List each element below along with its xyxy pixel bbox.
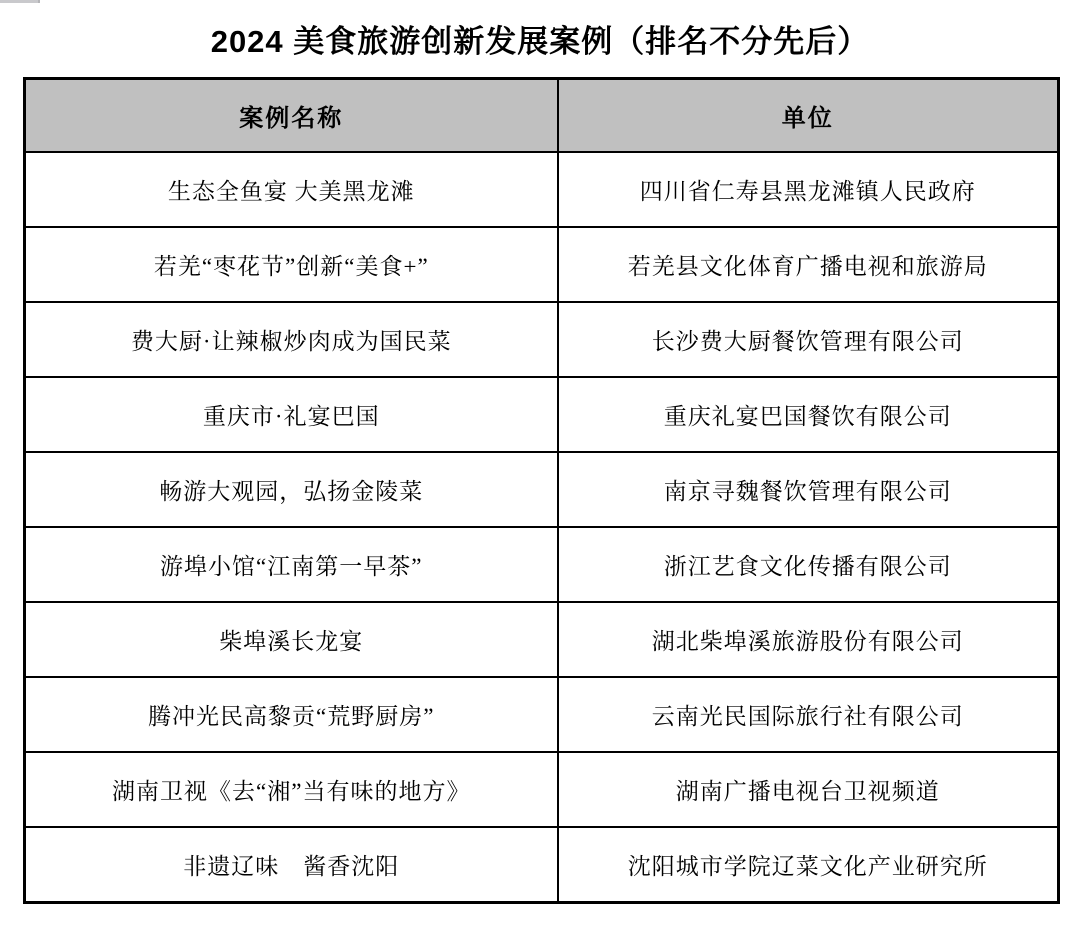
page-title: 2024 美食旅游创新发展案例（排名不分先后）	[210, 24, 870, 59]
table-row	[25, 377, 1059, 452]
unit-cell: 四川省仁寿县黑龙滩镇人民政府	[558, 152, 1059, 227]
unit-cell: 云南光民国际旅行社有限公司	[558, 677, 1059, 752]
unit-cell: 南京寻魏餐饮管理有限公司	[558, 452, 1059, 527]
case-name-cell: 游埠小馆“江南第一早茶”	[25, 527, 558, 602]
column-header-case-name: 案例名称	[25, 79, 558, 153]
case-name-cell: 费大厨·让辣椒炒肉成为国民菜	[25, 302, 558, 377]
case-name-cell: 湖南卫视《去“湘”当有味的地方》	[25, 752, 558, 827]
table-row	[25, 302, 1059, 377]
table-row	[25, 227, 1059, 302]
unit-cell: 浙江艺食文化传播有限公司	[558, 527, 1059, 602]
case-name-cell: 非遗辽味 酱香沈阳	[25, 827, 558, 903]
case-name-cell: 生态全鱼宴 大美黑龙滩	[25, 152, 558, 227]
unit-cell: 沈阳城市学院辽菜文化产业研究所	[558, 827, 1059, 903]
table-row	[25, 452, 1059, 527]
case-name-cell: 若羌“枣花节”创新“美食+”	[25, 227, 558, 302]
table-header-row	[25, 79, 1059, 153]
table-row	[25, 752, 1059, 827]
case-name-cell: 柴埠溪长龙宴	[25, 602, 558, 677]
case-name-cell: 畅游大观园，弘扬金陵菜	[25, 452, 558, 527]
unit-cell: 重庆礼宴巴国餐饮有限公司	[558, 377, 1059, 452]
table-row	[25, 527, 1059, 602]
unit-cell: 若羌县文化体育广播电视和旅游局	[558, 227, 1059, 302]
unit-cell: 湖南广播电视台卫视频道	[558, 752, 1059, 827]
unit-cell: 长沙费大厨餐饮管理有限公司	[558, 302, 1059, 377]
column-header-unit: 单位	[558, 79, 1059, 153]
case-table	[23, 77, 1060, 904]
case-name-cell: 重庆市·礼宴巴国	[25, 377, 558, 452]
unit-cell: 湖北柴埠溪旅游股份有限公司	[558, 602, 1059, 677]
screenshot-edge-artifact	[0, 0, 40, 3]
table-row	[25, 152, 1059, 227]
case-name-cell: 腾冲光民高黎贡“荒野厨房”	[25, 677, 558, 752]
table-row	[25, 827, 1059, 903]
table-row	[25, 677, 1059, 752]
table-row	[25, 602, 1059, 677]
